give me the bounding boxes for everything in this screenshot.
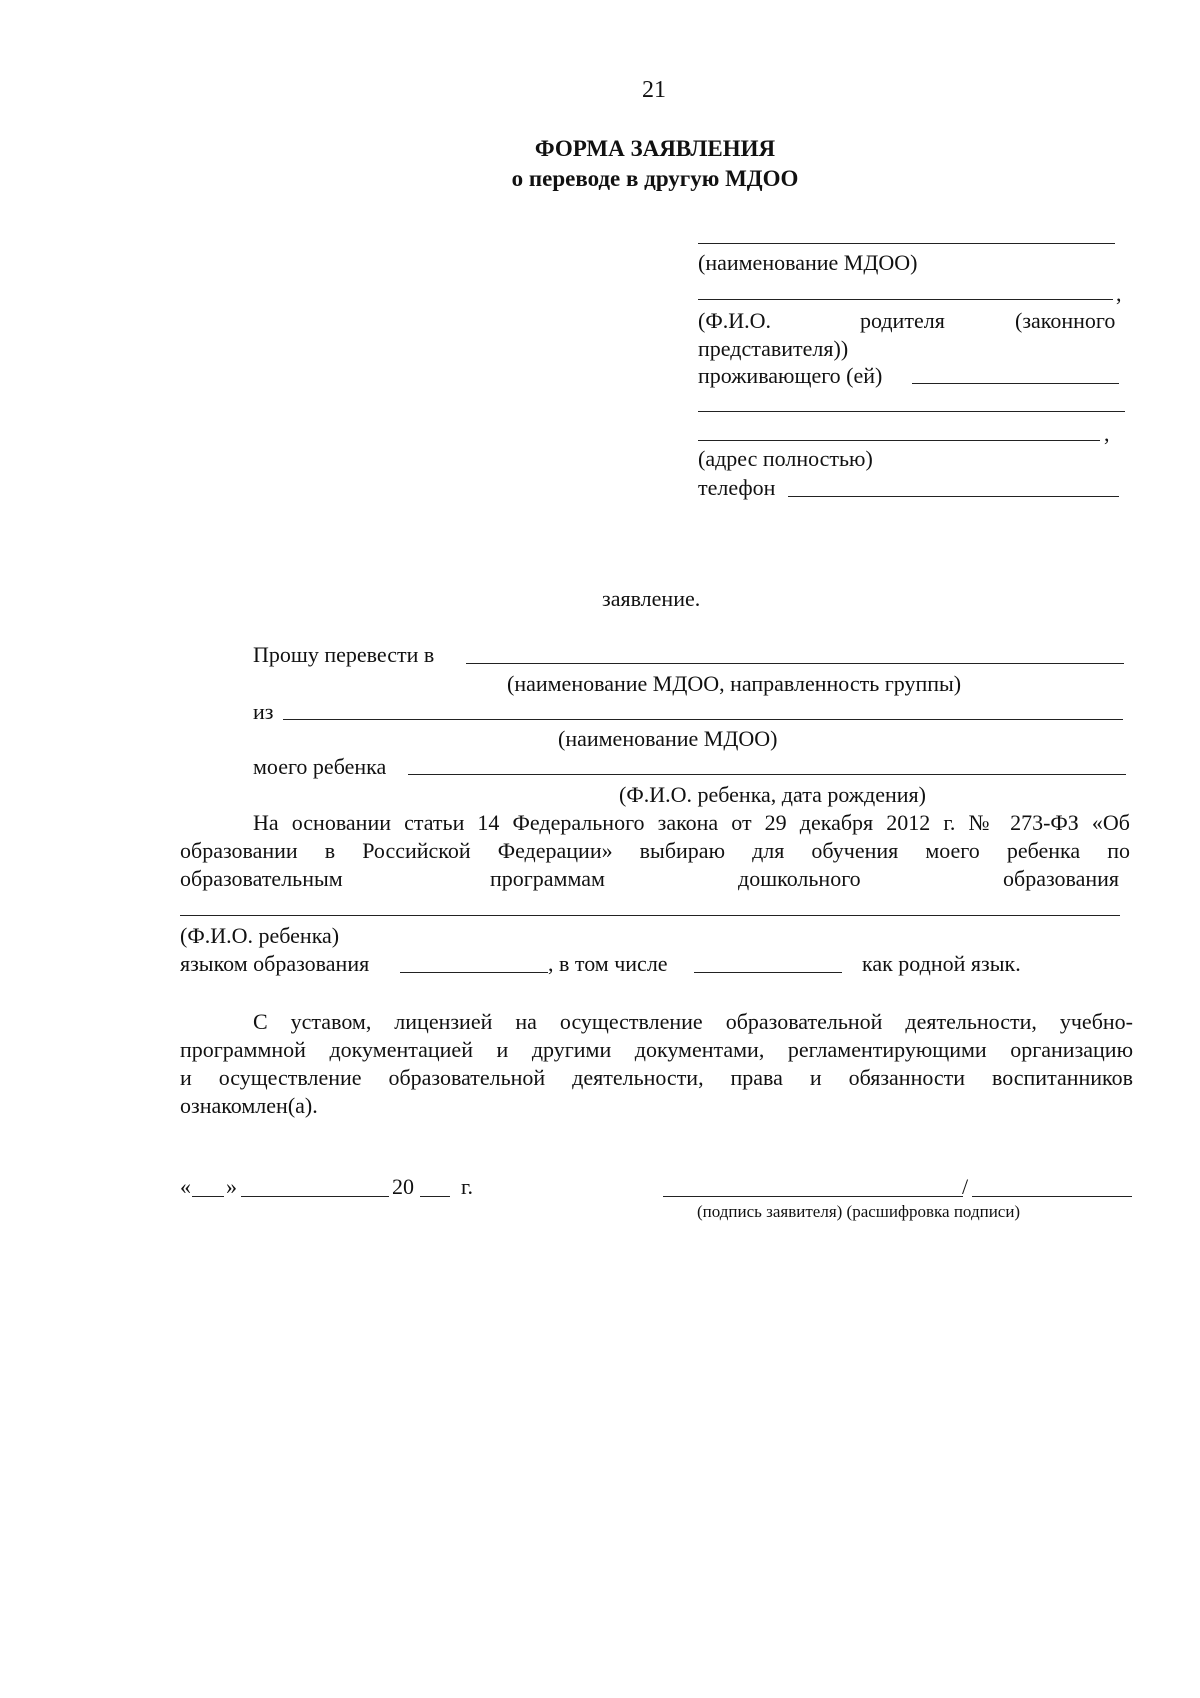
signature-caption: (подпись заявителя) (расшифровка подписи) bbox=[697, 1202, 1021, 1221]
parent-fio-field[interactable] bbox=[698, 299, 1113, 300]
from-field[interactable] bbox=[283, 719, 1123, 720]
residing-field[interactable] bbox=[912, 383, 1119, 384]
page-number: 21 bbox=[642, 77, 666, 103]
native-language-label: как родной язык. bbox=[862, 951, 1021, 976]
child-fio-caption: (Ф.И.О. ребенка) bbox=[180, 923, 340, 948]
date-year-suffix: г. bbox=[461, 1174, 474, 1199]
law-text-line3-word1: образовательным bbox=[180, 866, 343, 891]
law-text-line3-word4: образования bbox=[1003, 866, 1120, 891]
child-caption: (Ф.И.О. ребенка, дата рождения) bbox=[619, 782, 926, 807]
law-text-line3-word2: программам bbox=[490, 866, 605, 891]
child-label: моего ребенка bbox=[253, 754, 387, 779]
child-field[interactable] bbox=[408, 774, 1126, 775]
from-caption: (наименование МДОО) bbox=[558, 726, 778, 751]
statement-heading: заявление. bbox=[602, 586, 701, 611]
signature-decoding-field[interactable] bbox=[972, 1196, 1132, 1197]
signature-slash: / bbox=[962, 1174, 969, 1199]
law-text-line2: образовании в Российской Федерации» выбираю для обучения моего ребенка по bbox=[180, 838, 1130, 863]
date-year-prefix: 20 bbox=[392, 1174, 414, 1199]
transfer-label: Прошу перевести в bbox=[253, 642, 435, 667]
native-language-field[interactable] bbox=[694, 972, 842, 973]
form-subtitle: о переводе в другую МДОО bbox=[511, 166, 799, 191]
from-label: из bbox=[253, 699, 274, 724]
language-label: языком образования bbox=[180, 951, 370, 976]
law-text-line3-word3: дошкольного bbox=[738, 866, 861, 891]
mdoo-name-caption: (наименование МДОО) bbox=[698, 250, 918, 275]
phone-label: телефон bbox=[698, 475, 776, 500]
date-month-field[interactable] bbox=[241, 1196, 389, 1197]
education-language-field[interactable] bbox=[400, 972, 548, 973]
mdoo-name-field[interactable] bbox=[698, 243, 1115, 244]
transfer-caption: (наименование МДОО, направленность группы) bbox=[507, 671, 962, 696]
date-quote-close: » bbox=[226, 1174, 237, 1199]
form-title: ФОРМА ЗАЯВЛЕНИЯ bbox=[534, 136, 776, 161]
comma: , bbox=[1104, 421, 1110, 446]
parent-fio-caption-part1: (Ф.И.О. bbox=[698, 308, 771, 333]
address-caption: (адрес полностью) bbox=[698, 446, 873, 471]
parent-fio-caption-part3: (законного bbox=[1015, 308, 1116, 333]
date-quote-open: « bbox=[180, 1174, 191, 1199]
phone-field[interactable] bbox=[788, 496, 1119, 497]
date-day-field[interactable] bbox=[192, 1196, 224, 1197]
including-label: , в том числе bbox=[548, 951, 668, 976]
parent-fio-caption-part4: представителя)) bbox=[698, 336, 849, 361]
address-field-line2[interactable] bbox=[698, 440, 1100, 441]
parent-fio-caption-part2: родителя bbox=[860, 308, 945, 333]
law-text-line1: На основании статьи 14 Федерального закона от 29 декабря 2012 г. № 273-ФЗ «Об bbox=[253, 810, 1130, 835]
child-fio-field[interactable] bbox=[180, 915, 1120, 916]
residing-label: проживающего (ей) bbox=[698, 363, 883, 388]
charter-text-line4: ознакомлен(а). bbox=[180, 1093, 318, 1118]
date-year-field[interactable] bbox=[420, 1196, 450, 1197]
signature-field[interactable] bbox=[663, 1196, 963, 1197]
address-field-line1[interactable] bbox=[698, 411, 1125, 412]
comma: , bbox=[1116, 281, 1122, 306]
charter-text-line3: и осуществление образовательной деятельности, права и обязанности воспитанников bbox=[180, 1065, 1133, 1090]
transfer-to-field[interactable] bbox=[466, 663, 1124, 664]
charter-text-line1: С уставом, лицензией на осуществление образовательной деятельности, учебно- bbox=[253, 1009, 1133, 1034]
charter-text-line2: программной документацией и другими документами, регламентирующими организацию bbox=[180, 1037, 1133, 1062]
